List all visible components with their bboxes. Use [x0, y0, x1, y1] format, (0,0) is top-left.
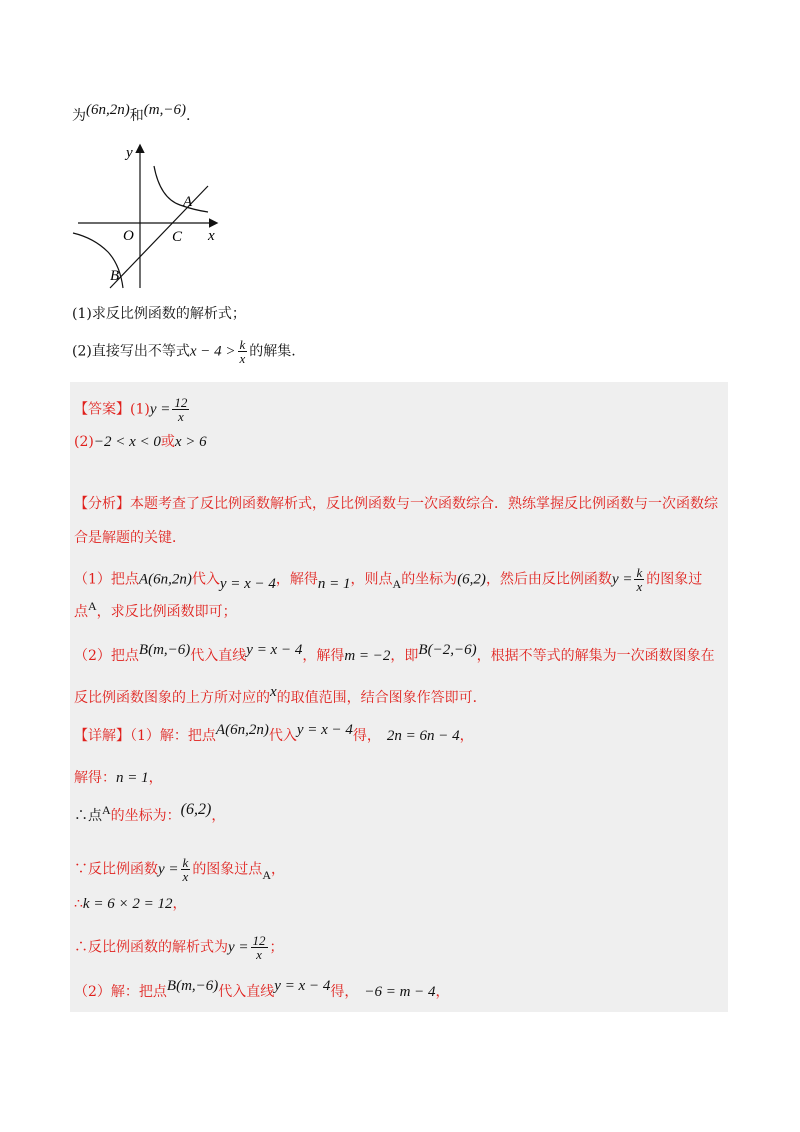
question-2 [72, 338, 296, 365]
detail-d6-lhs: y = [228, 939, 249, 956]
answer-label: 【答案】(1) [74, 401, 150, 418]
analysis-s2-x: x [270, 684, 277, 700]
label-x: x [208, 228, 215, 244]
analysis-s1-fraction: $\frac{k}{x}$ [636, 565, 643, 594]
detail-d6-fraction: $\frac{12}{x}$ [252, 933, 266, 962]
answer-2-part1: −2 < x < 0 [93, 434, 161, 450]
detail-d5-eq: k = 6 × 2 = 12 [82, 896, 173, 912]
analysis-line-2: 合是解题的关键． [74, 530, 186, 546]
intro-point1: (6n,2n) [86, 102, 130, 118]
intro-point2: (m,−6) [143, 102, 186, 118]
detail-d4-A: A [262, 867, 271, 882]
detail-d7-eq2: −6 = m − 4 [364, 984, 436, 1000]
detail-line-2: 解得：n = 1， [74, 770, 163, 786]
detail-d1-eq2: 2n = 6n − 4 [386, 728, 460, 744]
answer-1-fraction: $\frac{12}{x}$ [174, 395, 188, 424]
intro-suffix: . [185, 108, 191, 124]
label-c: C [172, 229, 183, 245]
analysis-s1-point: A(6n,2n) [138, 571, 192, 588]
analysis-s1-eq: y = x − 4 [219, 575, 276, 592]
label-a: A [183, 194, 193, 210]
intro-line [72, 102, 191, 126]
detail-d1-point: A(6n,2n) [215, 722, 269, 738]
question-1: (1)求反比例函数的解析式； [72, 306, 246, 322]
analysis-s1-coord: (6,2) [457, 571, 486, 588]
analysis-s1-n: n = 1 [317, 575, 351, 592]
q2-math: x − 4 > [189, 343, 236, 360]
label-origin: O [123, 228, 134, 244]
analysis-s2-point2: B(−2,−6) [418, 642, 477, 658]
analysis-step-1-line-1: （1）把点A(6n,2n)代入y = x − 4，解得n = 1，则点A的坐标为(6,2)，然后由反比例函数y = $\frac{k}{x}$ 的图象过 [74, 565, 703, 594]
analysis-text-1: 本题考查了反比例函数解析式，反比例函数与一次函数综合．熟练掌握反比例函数与一次函数综 [130, 496, 718, 512]
q2-fraction: $\frac{k}{x}$ [239, 337, 246, 366]
analysis-s1-fn-lhs: y = [611, 571, 633, 588]
answer-1-lhs: y = [149, 401, 171, 418]
answer-2-part2: x > 6 [174, 434, 207, 450]
label-b: B [110, 268, 120, 284]
detail-label: 【详解】 [74, 728, 130, 744]
answer-line-1 [74, 396, 191, 423]
answer-2-prefix: (2) [74, 434, 94, 450]
answer-2-or: 或 [160, 434, 175, 450]
detail-line-3: ∴点A的坐标为：(6,2)， [74, 801, 226, 824]
analysis-step-2-line-1: （2）把点B(m,−6)代入直线y = x − 4，解得m = −2，即B(−2,−6)，根据不等式的解集为一次函数图象在 [74, 642, 715, 664]
detail-d4-fraction: $\frac{k}{x}$ [182, 855, 189, 884]
analysis-step-2-line-2: 反比例函数图象的上方所对应的x的取值范围，结合图象作答即可． [74, 684, 487, 706]
function-graph [68, 140, 228, 290]
label-y: y [126, 145, 133, 161]
answer-line-2 [74, 432, 207, 452]
q2-suffix: 的解集. [249, 343, 296, 360]
analysis-s2-eq: y = x − 4 [246, 642, 303, 658]
detail-d3-A: A [102, 803, 111, 817]
analysis-s1-A: A [392, 576, 402, 591]
analysis-line-1 [74, 494, 718, 514]
detail-d7-point: B(m,−6) [166, 978, 219, 994]
detail-d1-eq: y = x − 4 [296, 722, 353, 738]
detail-line-1: 【详解】（1）解：把点A(6n,2n)代入y = x − 4得， 2n = 6n − 4， [74, 722, 474, 744]
intro-prefix: 为 [72, 108, 86, 124]
detail-line-4: ∵反比例函数y = $\frac{k}{x}$ 的图象过点A， [74, 855, 285, 884]
detail-line-6: ∴反比例函数的解析式为y = $\frac{12}{x}$ ； [74, 933, 284, 962]
detail-line-5: ∴k = 6 × 2 = 12， [74, 896, 187, 912]
detail-line-7: （2）解：把点B(m,−6)代入直线y = x − 4得， −6 = m − 4， [74, 978, 450, 1000]
analysis-label: 【分析】 [74, 496, 130, 512]
hyperbola-branch-1 [154, 166, 208, 212]
detail-d3-coord: (6,2) [180, 801, 212, 818]
detail-d2-n: n = 1 [116, 770, 149, 786]
q2-prefix: (2)直接写出不等式 [72, 343, 190, 360]
intro-joiner: 和 [129, 108, 144, 124]
detail-d4-lhs: y = [158, 861, 179, 878]
detail-d7-eq: y = x − 4 [274, 978, 331, 994]
analysis-s2-m: m = −2 [344, 648, 391, 664]
analysis-s1-A2: A [88, 599, 97, 613]
analysis-s2-point: B(m,−6) [138, 642, 191, 658]
analysis-step-1-line-2: 点A，求反比例函数即可； [74, 599, 237, 620]
